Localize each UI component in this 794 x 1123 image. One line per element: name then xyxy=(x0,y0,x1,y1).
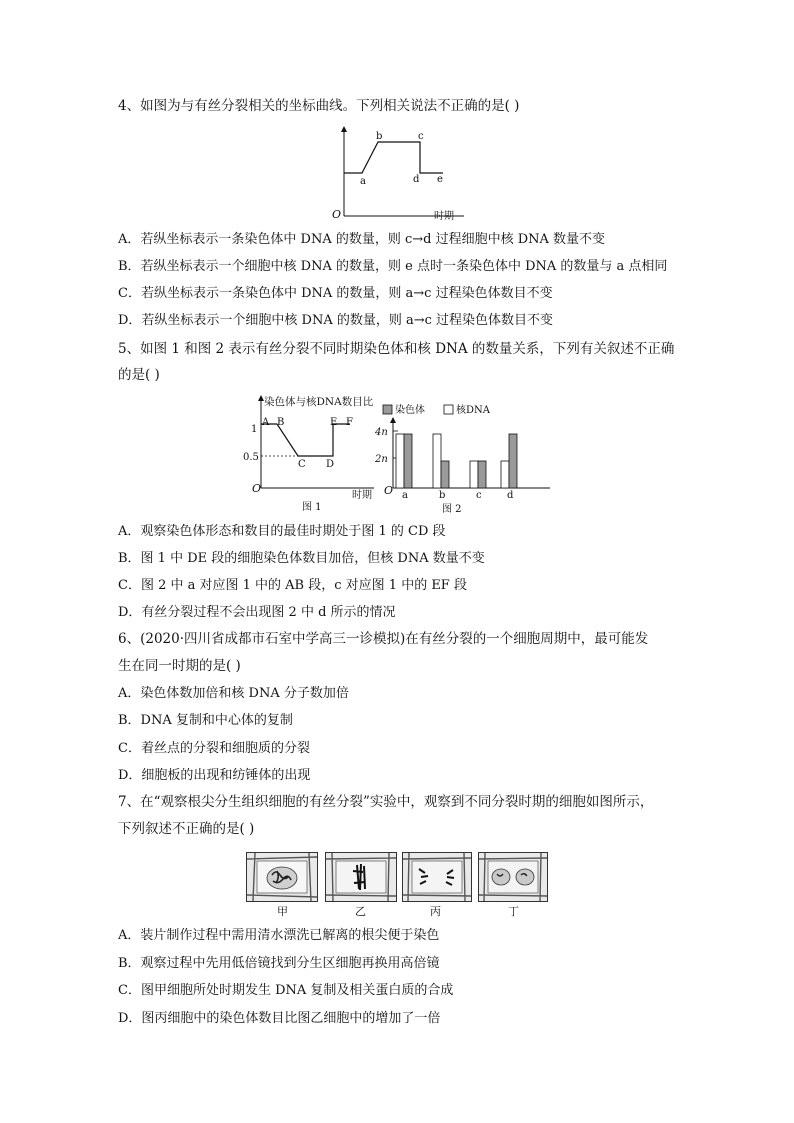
q7-option-a[interactable]: A．装片制作过程中需用清水漂洗已解离的根尖便于染色 xyxy=(118,928,440,943)
q6-stem-line2: 生在同一时期的是( ) xyxy=(118,658,241,674)
q4-option-b[interactable]: B．若纵坐标表示一个细胞中核 DNA 的数量，则 e 点时一条染色体中 DNA 的数量与 a 点相同 xyxy=(118,259,668,274)
q4-xlabel: 时期 xyxy=(434,211,454,222)
cell-image-bing xyxy=(402,852,472,902)
q7-option-b[interactable]: B．观察过程中先用低倍镜找到分生区细胞再换用高倍镜 xyxy=(118,956,440,971)
legend-chromosome-swatch xyxy=(383,405,392,414)
bar-d-chromosome xyxy=(509,434,517,488)
q5-fig1-plot xyxy=(261,424,350,456)
bar-d-dna xyxy=(501,461,509,488)
bar-a-dna xyxy=(396,434,404,488)
q5-option-c[interactable]: C．图 2 中 a 对应图 1 中的 AB 段，c 对应图 1 中的 EF 段 xyxy=(118,578,467,593)
legend-dna-label: 核DNA xyxy=(456,405,490,416)
q4-point-b: b xyxy=(376,131,383,142)
q5-fig2-origin: O xyxy=(384,484,394,497)
q7-stem-line2: 下列叙述不正确的是( ) xyxy=(118,821,255,837)
q5-option-a[interactable]: A．观察染色体形态和数目的最佳时期处于图 1 的 CD 段 xyxy=(118,524,446,539)
q5-fig2-bars xyxy=(396,434,517,488)
q5-option-b[interactable]: B．图 1 中 DE 段的细胞染色体数目加倍，但核 DNA 数量不变 xyxy=(118,551,485,566)
q5-fig1-title: 染色体与核DNA数目比 xyxy=(264,396,374,408)
q4-point-a: a xyxy=(360,176,366,187)
q5-fig1-label-A: A xyxy=(262,417,270,428)
legend-dna-swatch xyxy=(444,405,453,414)
q4-origin: O xyxy=(332,208,342,221)
q6-option-d[interactable]: D．细胞板的出现和纺锤体的出现 xyxy=(118,768,311,783)
q5-fig2-cat-b: b xyxy=(439,490,446,501)
q5-fig2-ytick-4n: 4n xyxy=(375,427,388,438)
q6-option-a[interactable]: A．染色体数加倍和核 DNA 分子数加倍 xyxy=(118,686,349,701)
cell-image-jia xyxy=(246,852,318,902)
q4-option-d[interactable]: D．若纵坐标表示一个细胞中核 DNA 的数量，则 a→c 过程染色体数目不变 xyxy=(118,313,554,328)
q4-point-c: c xyxy=(418,131,424,142)
q4-stem: 4、如图为与有丝分裂相关的坐标曲线。下列相关说法不正确的是( ) xyxy=(118,98,520,114)
q4-point-d: d xyxy=(413,174,420,185)
q5-stem-line1: 5、如图 1 和图 2 表示有丝分裂不同时期染色体和核 DNA 的数量关系，下列有关叙述不正确 xyxy=(118,341,675,357)
q5-fig1-label-F: F xyxy=(346,417,353,428)
q5-fig1-origin: O xyxy=(252,482,262,495)
q5-fig1 xyxy=(240,392,380,520)
q7-stem-line1: 7、在“观察根尖分生组织细胞的有丝分裂”实验中，观察到不同分裂时期的细胞如图所示， xyxy=(118,794,654,810)
q7-option-c[interactable]: C．图甲细胞所处时期发生 DNA 复制及相关蛋白质的合成 xyxy=(118,983,454,998)
q5-fig1-label-D: D xyxy=(326,459,335,470)
cell-label-jia: 甲 xyxy=(277,905,288,918)
q5-fig1-caption: 图 1 xyxy=(302,502,322,513)
q5-fig1-label-B: B xyxy=(277,417,285,428)
q6-stem-line1: 6、(2020·四川省成都市石室中学高三一诊模拟)在有丝分裂的一个细胞周期中，最可能发 xyxy=(118,631,649,647)
q5-fig1-xlabel: 时期 xyxy=(352,490,372,501)
q4-point-e: e xyxy=(437,174,443,185)
q4-option-a[interactable]: A．若纵坐标表示一条染色体中 DNA 的数量，则 c→d 过程细胞中核 DNA 数量不变 xyxy=(118,232,606,247)
bar-c-dna xyxy=(470,461,478,488)
q5-fig2-caption: 图 2 xyxy=(442,504,462,515)
q4-graph xyxy=(330,126,470,222)
bar-b-chromosome xyxy=(441,461,449,488)
q5-option-d[interactable]: D．有丝分裂过程不会出现图 2 中 d 所示的情况 xyxy=(118,605,396,620)
q5-fig2-ytick-2n: 2n xyxy=(375,454,388,465)
cell-label-ding: 丁 xyxy=(508,905,519,918)
bar-c-chromosome xyxy=(478,461,486,488)
q4-curve xyxy=(344,142,443,173)
cell-image-ding xyxy=(478,852,548,902)
q5-fig1-ytick-0_5: 0.5 xyxy=(243,452,259,463)
q4-option-c[interactable]: C．若纵坐标表示一条染色体中 DNA 的数量，则 a→c 过程染色体数目不变 xyxy=(118,286,553,301)
q5-fig1-ratio-line xyxy=(261,424,350,456)
q5-fig1-label-C: C xyxy=(298,459,306,470)
q5-fig2-cat-d: d xyxy=(507,490,514,501)
q6-option-b[interactable]: B．DNA 复制和中心体的复制 xyxy=(118,713,293,728)
q5-fig1-ytick-1: 1 xyxy=(251,424,258,435)
cell-label-yi: 乙 xyxy=(355,905,366,918)
legend-chromosome-label: 染色体 xyxy=(395,405,425,416)
cell-label-bing: 丙 xyxy=(430,905,441,918)
bar-b-dna xyxy=(433,434,441,488)
q5-fig1-label-E: E xyxy=(330,417,338,428)
q5-stem-line2: 的是( ) xyxy=(118,367,160,383)
q5-fig2-cat-a: a xyxy=(402,490,408,501)
q6-option-c[interactable]: C．着丝点的分裂和细胞质的分裂 xyxy=(118,741,310,756)
cell-image-yi xyxy=(325,852,397,902)
q5-fig2 xyxy=(372,398,558,520)
bar-a-chromosome xyxy=(404,434,412,488)
q7-option-d[interactable]: D．图丙细胞中的染色体数目比图乙细胞中的增加了一倍 xyxy=(118,1011,441,1026)
q5-fig2-cat-c: c xyxy=(476,490,482,501)
